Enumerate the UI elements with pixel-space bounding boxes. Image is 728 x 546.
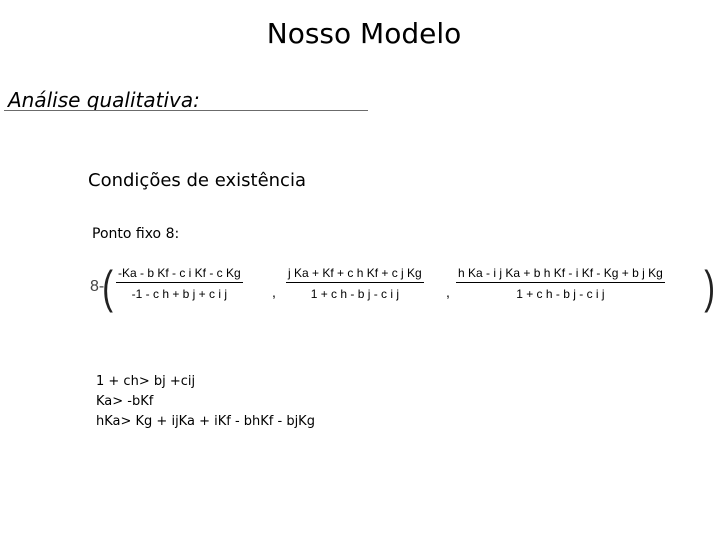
fixed-point-formula bbox=[84, 260, 724, 320]
condition-item: hKa> Kg + ijKa + iKf - bhKf - bjKg bbox=[96, 414, 315, 429]
formula-close-paren: ) bbox=[704, 261, 716, 313]
slide-title: Nosso Modelo bbox=[266, 17, 462, 50]
fraction-2-denominator: 1 + c h - b j - c i j bbox=[310, 287, 400, 301]
formula-fraction-3 bbox=[456, 266, 665, 301]
formula-index: 8- bbox=[90, 278, 105, 295]
formula-fraction-1 bbox=[116, 266, 243, 301]
formula-separator-2: , bbox=[446, 284, 450, 300]
fraction-3-denominator: 1 + c h - b j - c i j bbox=[516, 287, 605, 301]
existence-conditions-heading: Condições de existência bbox=[88, 170, 306, 191]
fraction-2-numerator: j Ka + Kf + c h Kf + c j Kg bbox=[286, 266, 424, 283]
fixed-point-label: Ponto fixo 8: bbox=[92, 226, 180, 242]
formula-fraction-2 bbox=[286, 266, 424, 301]
section-heading: Análise qualitativa: bbox=[8, 88, 200, 112]
conditions-list bbox=[96, 372, 315, 432]
condition-item: 1 + ch> bj +cij bbox=[96, 374, 196, 389]
formula-separator-1: , bbox=[272, 284, 276, 300]
condition-item: Ka> -bKf bbox=[96, 394, 154, 409]
fraction-3-numerator: h Ka - i j Ka + b h Kf - i Kf - Kg + b j Kg bbox=[456, 266, 665, 283]
fraction-1-denominator: -1 - c h + b j + c i j bbox=[131, 287, 228, 301]
fraction-1-numerator: -Ka - b Kf - c i Kf - c Kg bbox=[116, 266, 243, 283]
section-divider bbox=[4, 110, 368, 111]
formula-open-paren: ( bbox=[102, 261, 114, 313]
